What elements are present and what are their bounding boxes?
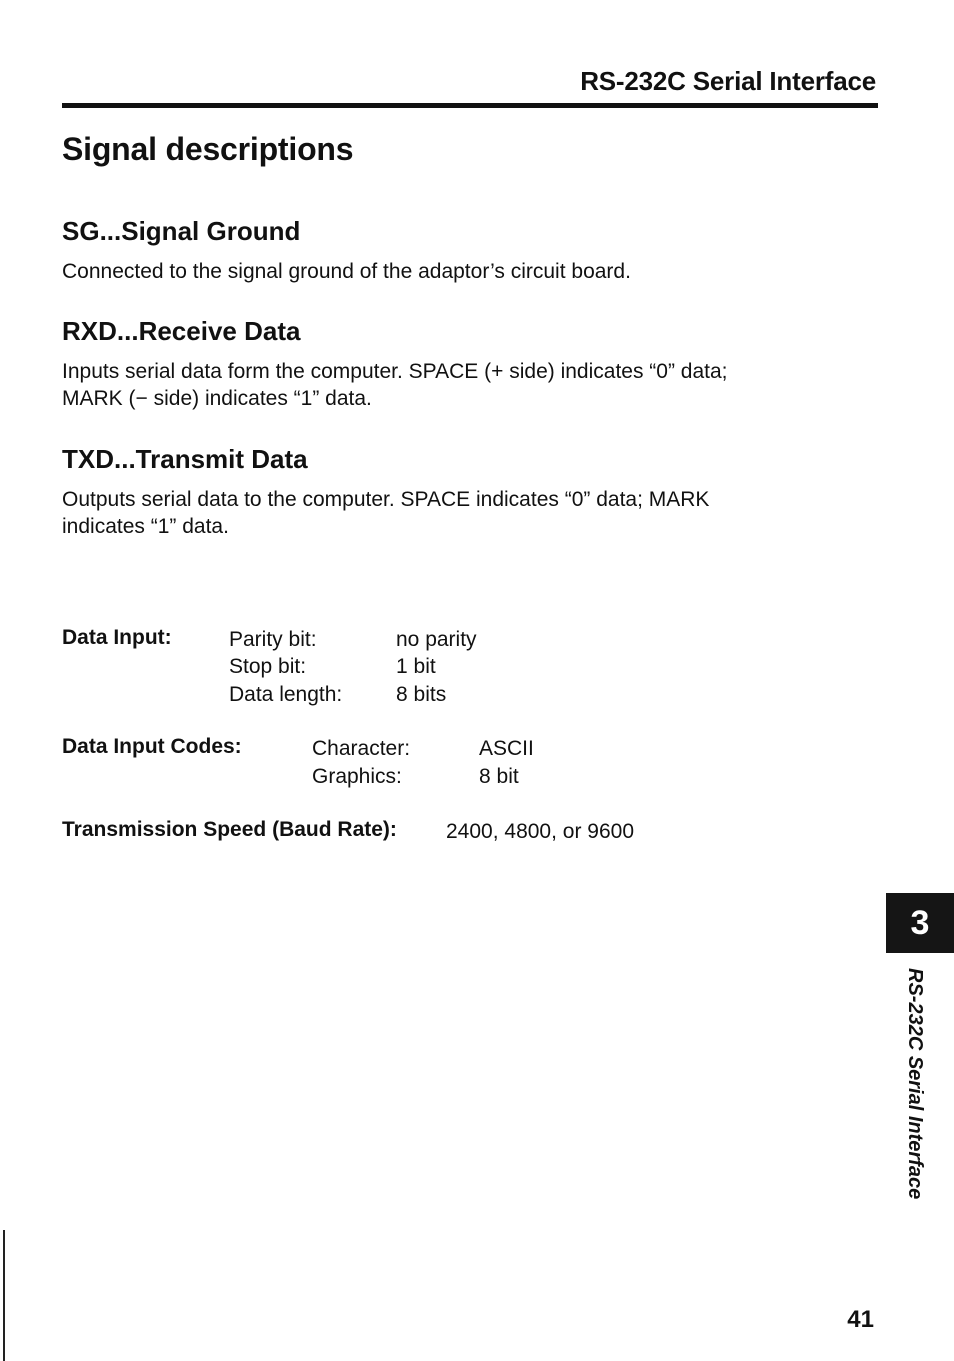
chapter-side-label: RS-232C Serial Interface <box>904 968 926 1200</box>
spec-value: 8 bits <box>396 683 447 706</box>
body-line: indicates “1” data. <box>62 515 229 538</box>
page-number: 41 <box>847 1306 874 1333</box>
section-body <box>62 486 822 540</box>
spec-key: Parity bit: <box>229 628 317 651</box>
running-header: RS-232C Serial Interface <box>580 66 876 96</box>
spec-value: 8 bit <box>479 765 519 788</box>
spec-value: no parity <box>396 628 477 651</box>
body-line: Outputs serial data to the computer. SPACE indicates “0” data; MARK <box>62 488 710 511</box>
page-title: Signal descriptions <box>62 131 354 167</box>
section-receive-data <box>62 316 822 412</box>
transmission-speed-label: Transmission Speed (Baud Rate): <box>62 818 397 841</box>
spec-key: Graphics: <box>312 765 402 788</box>
spec-key: Character: <box>312 737 411 760</box>
section-heading: RXD...Receive Data <box>62 316 301 346</box>
spec-value: 1 bit <box>396 655 436 678</box>
body-line: Inputs serial data form the computer. SPACE (+ side) indicates “0” data; <box>62 360 728 383</box>
chapter-number: 3 <box>910 903 930 942</box>
spec-key: Stop bit: <box>229 655 307 678</box>
body-line: Connected to the signal ground of the adaptor’s circuit board. <box>62 260 631 283</box>
spec-value: ASCII <box>479 737 534 760</box>
transmission-speed-value: 2400, 4800, or 9600 <box>446 820 634 843</box>
data-input-label: Data Input: <box>62 626 172 649</box>
chapter-tab <box>886 893 954 953</box>
section-body <box>62 358 822 412</box>
section-transmit-data <box>62 444 822 540</box>
section-signal-ground <box>62 216 822 285</box>
section-heading: TXD...Transmit Data <box>62 444 308 474</box>
header-rule <box>62 103 878 108</box>
scan-edge-line <box>3 1230 5 1361</box>
section-heading: SG...Signal Ground <box>62 216 301 246</box>
data-input-codes-label: Data Input Codes: <box>62 735 242 758</box>
section-body <box>62 258 822 285</box>
body-line: MARK (− side) indicates “1” data. <box>62 387 372 410</box>
spec-key: Data length: <box>229 683 343 706</box>
